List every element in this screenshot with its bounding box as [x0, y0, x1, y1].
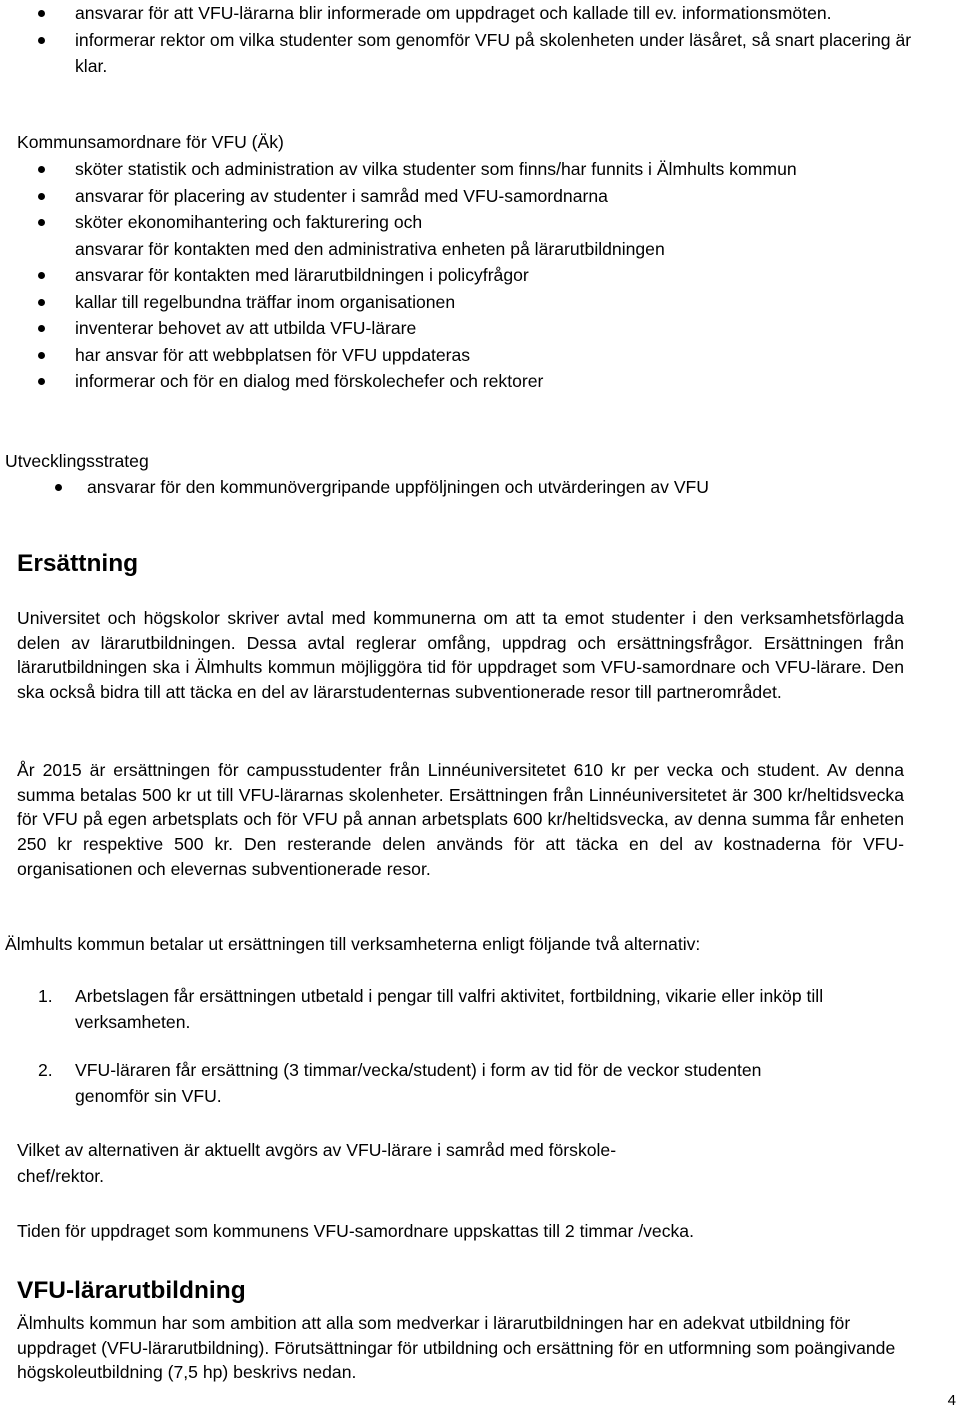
text-line: chef/rektor. [17, 1166, 105, 1186]
list-item: ansvarar för att VFU-lärarna blir informerade om uppdraget och kallade till ev. informationsmöten. [0, 0, 960, 27]
list-item: ansvarar för den kommunövergripande uppföljningen och utvärderingen av VFU [0, 474, 960, 501]
utveckling-bullet-list [0, 474, 960, 501]
list-item: har ansvar för att webbplatsen för VFU uppdateras [0, 342, 960, 369]
list-number: 2. [38, 1060, 53, 1080]
list-item: sköter ekonomihantering och fakturering och [0, 209, 960, 236]
alternatives-list [0, 983, 960, 1109]
list-item: inventerar behovet av att utbilda VFU-lärare [0, 315, 960, 342]
list-item: kallar till regelbundna träffar inom organisationen [0, 289, 960, 316]
list-number: 1. [38, 986, 53, 1006]
list-item [0, 983, 960, 1035]
list-item [0, 1057, 960, 1109]
kommun-bullet-list [0, 156, 960, 395]
top-bullet-list [0, 0, 960, 80]
text-line: Vilket av alternativen är aktuellt avgörs av VFU-lärare i samråd med förskole- [17, 1140, 617, 1160]
list-item: ansvarar för kontakten med den administrativa enheten på lärarutbildningen [75, 238, 665, 259]
utveckling-heading: Utvecklingsstrateg [5, 451, 149, 471]
list-text: VFU-läraren får ersättning (3 timmar/vecka/student) i form av tid för de veckor studenten genomför sin VFU. [75, 1060, 762, 1106]
vfu-heading: VFU-lärarutbildning [17, 1277, 246, 1304]
ersattning-paragraph-1: Universitet och högskolor skriver avtal med kommunerna om att ta emot studenter i den verksamhetsförlagda delen av lärarutbildningen. Dessa avtal reglerar omfång, uppdrag och ersättningsfrågor. Ersättningen från lärarutbildningen ska i Älmhults kommun möjliggöra tid för uppdraget som VFU-samordnare och VFU-lärare. Den ska också bidra till att täcka en del av lärarstudenternas subventionerade resor till partnerområdet. [17, 608, 904, 703]
ersattning-paragraph-3: Älmhults kommun betalar ut ersättningen till verksamheterna enligt följande två alternativ: [5, 934, 701, 954]
vfu-paragraph-1: Älmhults kommun har som ambition att alla som medverkar i lärarutbildningen har en adekvat utbildning för uppdraget (VFU-lärarutbildning). Förutsättningar för utbildning och ersättning för en utformning som poängivande högskoleutbildning (7,5 hp) beskrivs nedan. [17, 1313, 896, 1383]
ersattning-paragraph-5: Tiden för uppdraget som kommunens VFU-samordnare uppskattas till 2 timmar /vecka. [17, 1221, 694, 1241]
ersattning-heading: Ersättning [17, 550, 139, 577]
list-item: ansvarar för placering av studenter i samråd med VFU-samordnarna [0, 183, 960, 210]
ersattning-paragraph-2: År 2015 är ersättningen för campusstudenter från Linnéuniversitetet 610 kr per vecka och student. Av denna summa betalas 500 kr ut till VFU-lärarnas skolenheter. Ersättningen från Linnéuniversitetet är 300 kr/heltidsvecka för VFU på egen arbetsplats och för VFU på annan arbetsplats 600 kr/heltidsvecka, av denna summa får enheten 250 kr respektive 500 kr. Den resterande delen används för att täcka en del av kostnaderna för VFU-organisationen och elevernas subventionerade resor. [17, 760, 904, 879]
page-number: 4 [947, 1392, 956, 1409]
list-item: informerar och för en dialog med förskolechefer och rektorer [0, 368, 960, 395]
ersattning-paragraph-4 [17, 1137, 917, 1189]
list-text: Arbetslagen får ersättningen utbetald i pengar till valfri aktivitet, fortbildning, vikarie eller inköp till verksamheten. [75, 986, 824, 1032]
list-item: ansvarar för kontakten med lärarutbildningen i policyfrågor [0, 262, 960, 289]
list-item: informerar rektor om vilka studenter som genomför VFU på skolenheten under läsåret, så snart placering är klar. [0, 27, 960, 80]
list-item: sköter statistik och administration av vilka studenter som finns/har funnits i Älmhults kommun [0, 156, 960, 183]
kommun-heading: Kommunsamordnare för VFU (Äk) [17, 132, 284, 152]
